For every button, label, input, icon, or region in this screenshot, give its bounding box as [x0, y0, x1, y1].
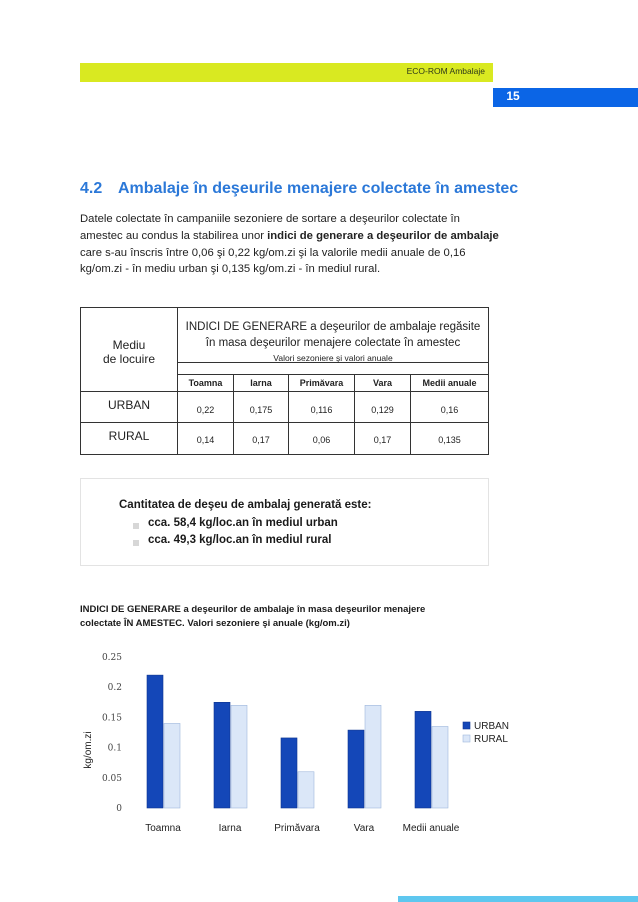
- page-number: 15: [506, 89, 520, 103]
- y-tick-label: 0.25: [101, 653, 122, 663]
- table-cell: 0,16: [440, 405, 459, 415]
- bar-urban-4: [415, 711, 431, 808]
- legend-label-rural: RURAL: [474, 734, 508, 745]
- column-header: Medii anuale: [422, 378, 477, 388]
- row-label-urban: URBAN: [107, 398, 150, 412]
- section-heading: [80, 180, 550, 198]
- summary-title: Cantitatea de deşeu de ambalaj generată este:: [119, 499, 372, 511]
- generation-index-table: [80, 307, 489, 455]
- table-cell: 0,116: [310, 405, 333, 415]
- column-header: Iarna: [250, 378, 272, 388]
- bullet-icon: [133, 540, 139, 546]
- table-cell: 0,17: [373, 435, 392, 445]
- intro-paragraph: [80, 211, 500, 278]
- bar-chart: [0, 640, 638, 840]
- intro-text-1: Datele colectate în campaniile sezoniere de sortare a deşeurilor colectate în amestec au condus la stabilirea unor: [80, 213, 460, 242]
- column-header: Toamna: [188, 378, 223, 388]
- header-tag: ECO-ROM Ambalaje: [406, 66, 485, 76]
- x-tick-label: Medii anuale: [402, 823, 460, 834]
- table-cell: 0,14: [196, 435, 215, 445]
- intro-bold-text: indici de generare a deşeurilor de ambalaje: [267, 229, 499, 242]
- legend-swatch-rural: [463, 735, 470, 742]
- x-tick-label: Vara: [353, 823, 375, 834]
- chart-title: INDICI DE GENERARE a deşeurilor de ambalaje în masa deşeurilor menajere colectate ÎN AMESTEC. Valori sezoniere şi anuale (kg/om.zi): [80, 604, 426, 629]
- x-tick-label: Primăvara: [274, 823, 320, 834]
- bar-urban-3: [348, 730, 364, 808]
- y-axis-label: kg/om.zi: [83, 731, 94, 769]
- x-tick-label: Toamna: [145, 823, 181, 834]
- y-tick-label: 0.1: [107, 743, 122, 754]
- bar-rural-1: [231, 705, 247, 808]
- y-tick-label: 0.15: [101, 713, 122, 724]
- table-cell: 0,175: [249, 405, 273, 415]
- table-cell: 0,17: [252, 435, 270, 445]
- section-number: 4.2: [80, 180, 103, 197]
- bar-urban-0: [147, 675, 163, 808]
- bar-urban-2: [281, 738, 297, 808]
- y-tick-label: 0: [116, 804, 122, 814]
- legend-swatch-urban: [463, 722, 470, 729]
- bar-rural-2: [298, 772, 314, 808]
- bar-rural-3: [365, 705, 381, 808]
- table-cell: 0,135: [438, 435, 461, 445]
- section-title: Ambalaje în deşeurile menajere colectate în amestec: [118, 180, 519, 197]
- column-header: Vara: [372, 378, 393, 388]
- table-title: INDICI DE GENERARE a deşeurilor de ambalaje regăsite în masa deşeurilor menajere colectate în amestec: [185, 321, 481, 349]
- table-cell: 0,129: [371, 405, 394, 415]
- summary-item: cca. 49,3 kg/loc.an în mediul rural: [148, 534, 332, 546]
- intro-text-2: care s-au înscris între 0,06 şi 0,22 kg/om.zi şi la valorile medii anuale de 0,16 kg/om.zi - în mediu urban şi 0,135 kg/om.zi - în mediul rural.: [80, 246, 466, 276]
- table-row-header: Mediu de locuire: [102, 338, 156, 366]
- table-cell: 0,06: [312, 435, 331, 445]
- bullet-icon: [133, 523, 139, 529]
- bar-rural-4: [432, 726, 448, 808]
- bar-rural-0: [164, 723, 180, 808]
- legend-label-urban: URBAN: [474, 721, 510, 732]
- summary-item: cca. 58,4 kg/loc.an în mediul urban: [148, 517, 338, 529]
- x-tick-label: Iarna: [218, 823, 242, 834]
- row-label-rural: RURAL: [108, 429, 150, 443]
- y-tick-label: 0.05: [101, 773, 122, 784]
- footer-band: [398, 896, 638, 902]
- y-tick-label: 0.2: [107, 683, 122, 694]
- column-header: Primăvara: [299, 378, 344, 388]
- bar-urban-1: [214, 702, 230, 808]
- table-cell: 0,22: [196, 405, 215, 415]
- table-subtitle: Valori sezoniere şi valori anuale: [273, 353, 393, 363]
